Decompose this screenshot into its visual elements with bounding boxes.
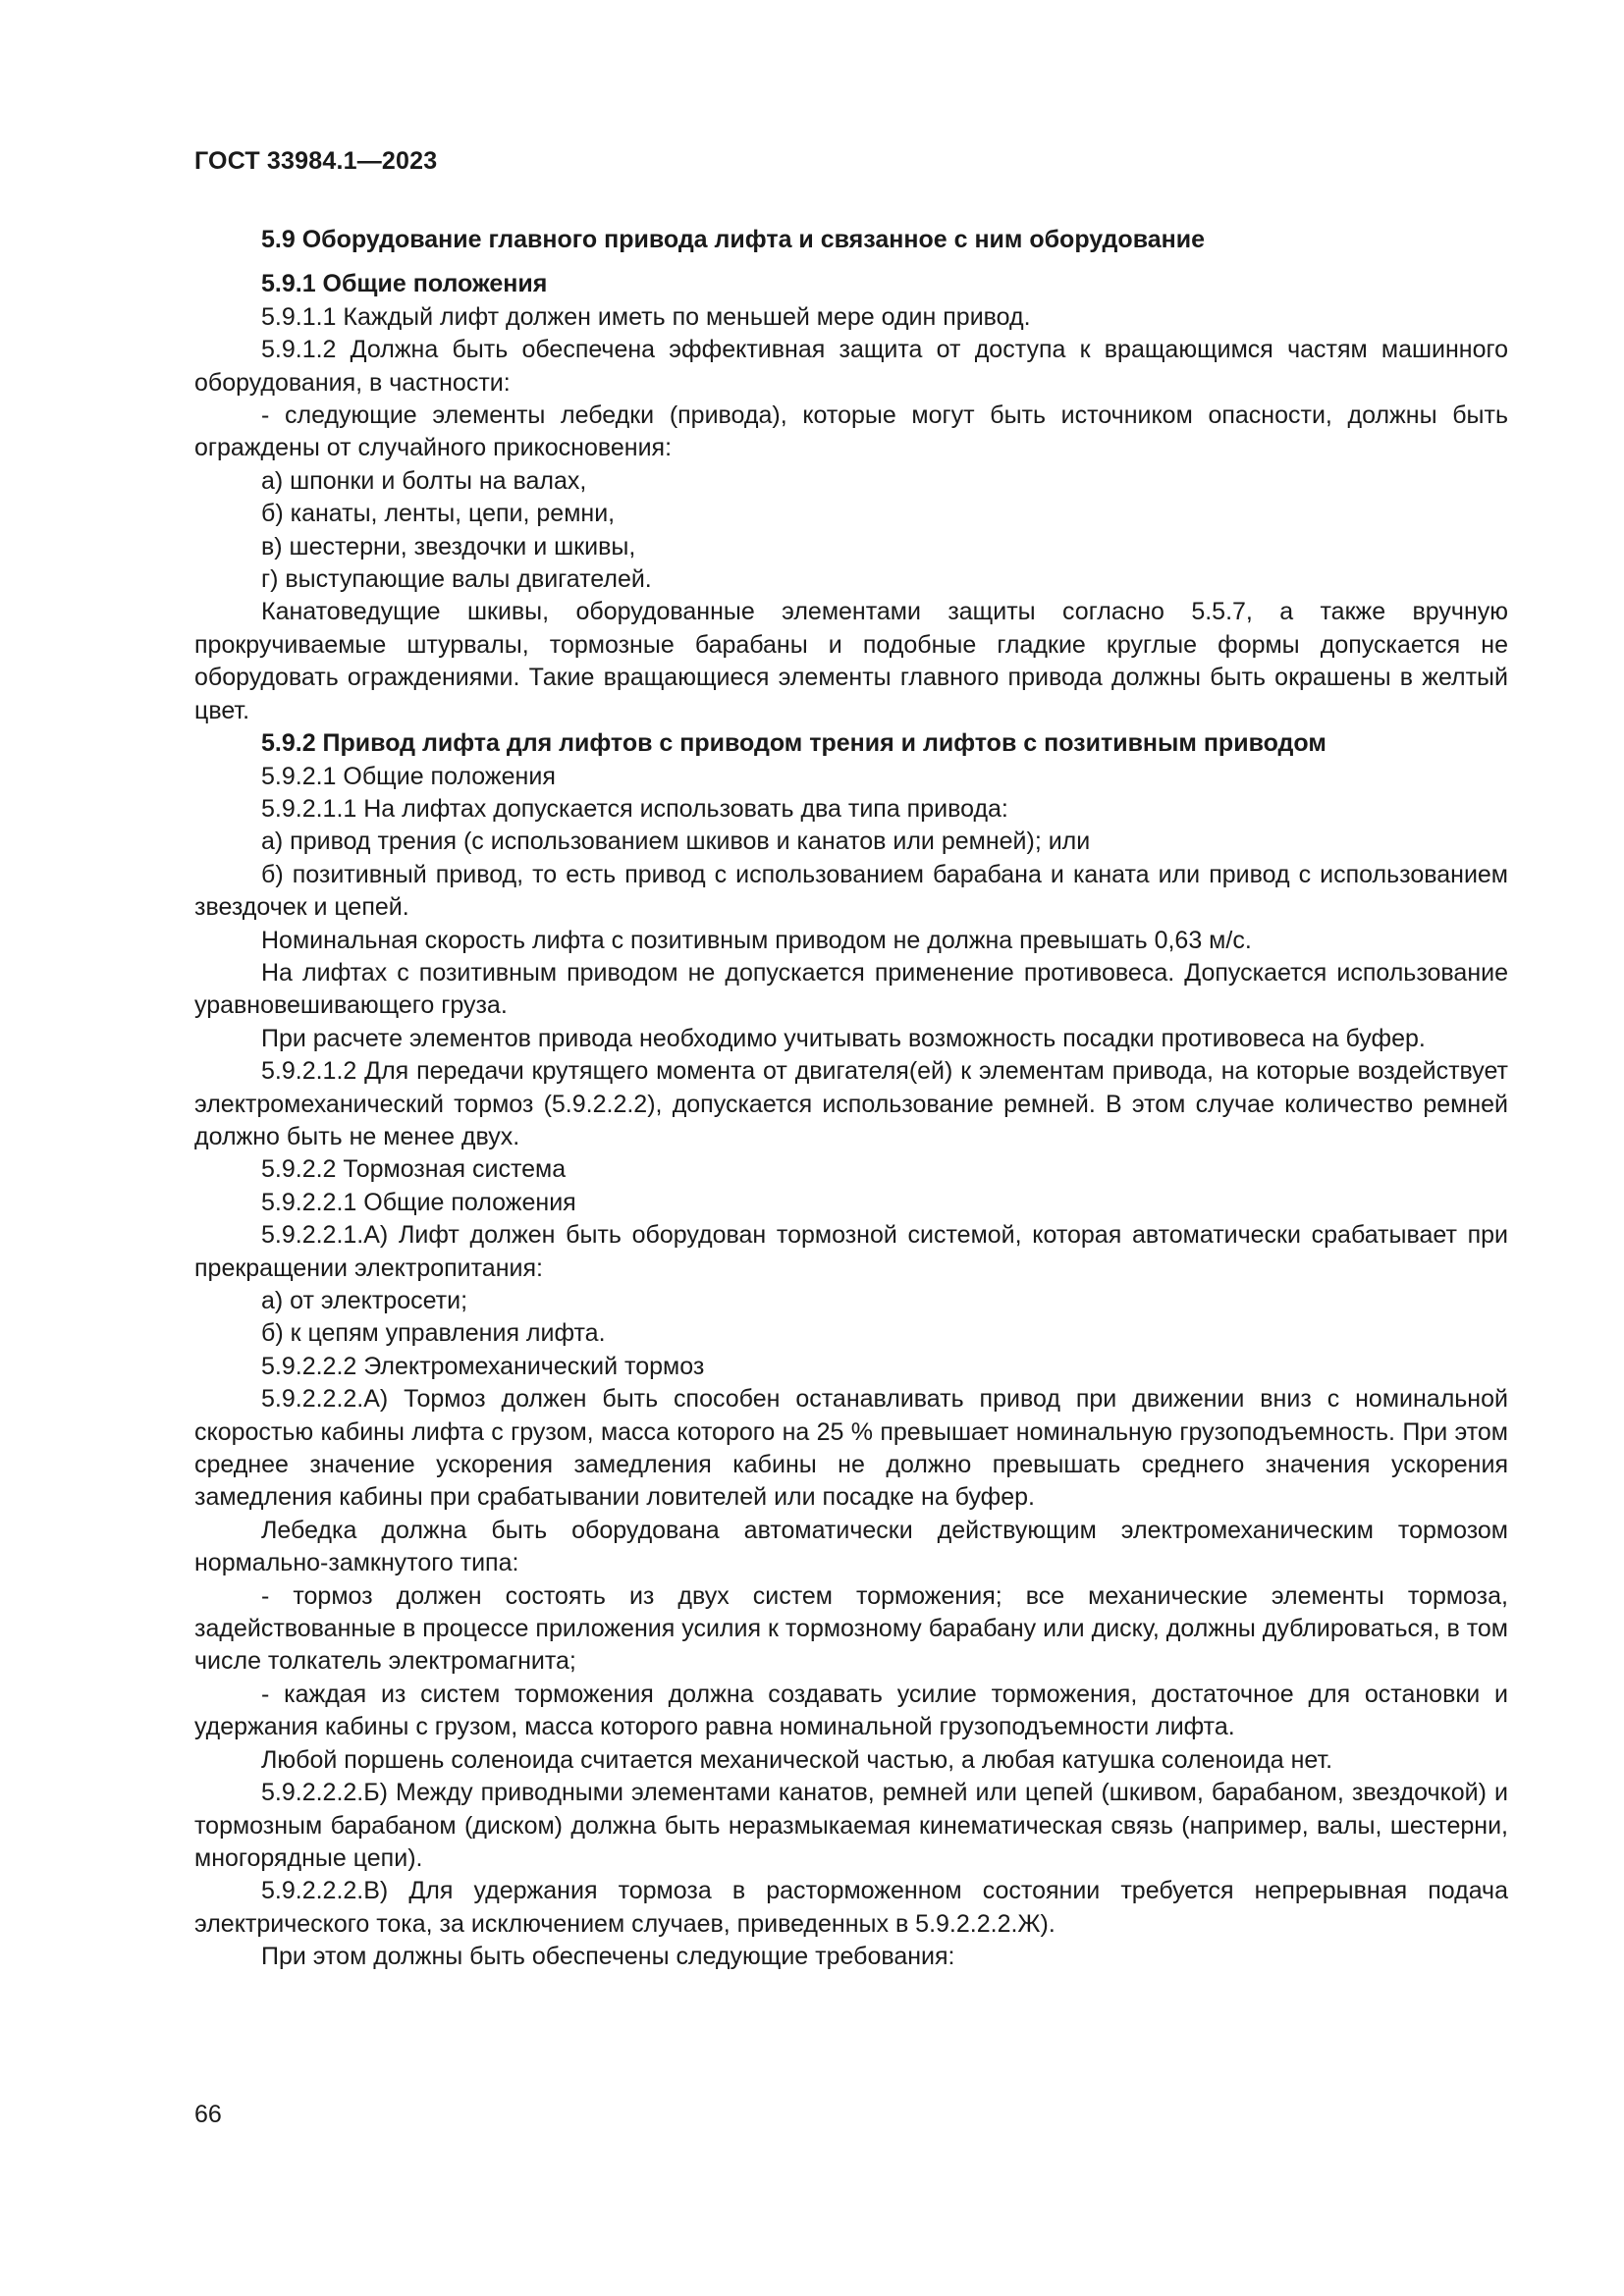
page-number: 66 — [194, 2101, 222, 2128]
subsection-title: 5.9.1 Общие положения — [261, 270, 548, 298]
paragraph: 5.9.2.2 Тормозная система — [261, 1155, 567, 1184]
paragraph: На лифтах с позитивным приводом не допускается применение противовеса. Допускается использование уравновешивающего груза. — [194, 958, 1508, 1020]
paragraph: 5.9.2.2.2.Б) Между приводными элементами канатов, ремней или цепей (шкивом, барабаном, звездочкой) и тормозным барабаном (диском) должна быть неразмыкаемая кинематическая связь (например, валы, шестерни, многорядные цепи). — [194, 1779, 1508, 1872]
paragraph: б) позитивный привод, то есть привод с использованием барабана и каната или привод с использованием звездочек и цепей. — [194, 860, 1508, 922]
paragraph: а) привод трения (с использованием шкивов и канатов или ремней); или — [261, 828, 1091, 856]
paragraph: При расчете элементов привода необходимо учитывать возможность посадки противовеса на буфер. — [261, 1024, 1426, 1052]
paragraph: - каждая из систем торможения должна создавать усилие торможения, достаточное для остановки и удержания кабины с грузом, масса которого равна номинальной грузоподъемности лифта. — [194, 1680, 1508, 1741]
list-item: в) шестерни, звездочки и шкивы, — [261, 532, 636, 561]
list-item: а) шпонки и болты на валах, — [261, 466, 587, 495]
paragraph: При этом должны быть обеспечены следующие требования: — [261, 1943, 955, 1971]
paragraph: Канатоведущие шкивы, оборудованные элементами защиты согласно 5.5.7, а также вручную прокручиваемые штурвалы, тормозные барабаны и подобные гладкие круглые формы допускается не оборудовать ограждениями. Такие вращающиеся элементы главного привода должны быть окрашены в желтый цвет. — [194, 598, 1508, 724]
paragraph: - следующие элементы лебедки (привода), которые могут быть источником опасности, должны быть ограждены от случайного прикосновения: — [194, 401, 1508, 462]
document-body — [194, 224, 1508, 1974]
paragraph: 5.9.2.2.2 Электромеханический тормоз — [261, 1352, 705, 1380]
paragraph: Лебедка должна быть оборудована автоматически действующим электромеханическим тормозом нормально-замкнутого типа: — [194, 1516, 1508, 1577]
paragraph: Любой поршень соленоида считается механической частью, а любая катушка соленоида нет. — [261, 1745, 1333, 1774]
paragraph: Номинальная скорость лифта с позитивным приводом не должна превышать 0,63 м/с. — [261, 926, 1252, 954]
paragraph: 5.9.2.1.2 Для передачи крутящего момента от двигателя(ей) к элементам привода, на которые воздействует электромеханический тормоз (5.9.2.2.2), допускается использование ремней. В этом случае количество ремней должно быть не менее двух. — [194, 1057, 1508, 1150]
paragraph: 5.9.2.1.1 На лифтах допускается использовать два типа привода: — [261, 794, 1008, 823]
paragraph: 5.9.2.2.1.А) Лифт должен быть оборудован тормозной системой, которая автоматически срабатывает при прекращении электропитания: — [194, 1221, 1508, 1282]
list-item: а) от электросети; — [261, 1287, 468, 1314]
list-item: г) выступающие валы двигателей. — [261, 565, 652, 594]
paragraph: 5.9.1.2 Должна быть обеспечена эффективная защита от доступа к вращающимся частям машинного оборудования, в частности: — [194, 336, 1508, 397]
paragraph: 5.9.2.2.1 Общие положения — [261, 1188, 576, 1216]
subsection-title: 5.9.2 Привод лифта для лифтов с приводом трения и лифтов с позитивным приводом — [261, 729, 1326, 758]
list-item: б) к цепям управления лифта. — [261, 1319, 606, 1348]
paragraph: 5.9.2.1 Общие положения — [261, 762, 556, 790]
paragraph: - тормоз должен состоять из двух систем торможения; все механические элементы тормоза, задействованные в процессе приложения усилия к тормозному барабану или диску, должны дублироваться, в том числе толкатель электромагнита; — [194, 1581, 1508, 1676]
paragraph: 5.9.1.1 Каждый лифт должен иметь по меньшей мере один привод. — [261, 302, 1031, 331]
section-title: 5.9 Оборудование главного привода лифта и связанное с ним оборудование — [261, 226, 1206, 253]
paragraph: 5.9.2.2.2.А) Тормоз должен быть способен останавливать привод при движении вниз с номинальной скоростью кабины лифта с грузом, масса которого на 25 % превышает номинальную грузоподъемность. При этом среднее значение ускорения замедления кабины не должно превышать среднего значения ускорения замедления кабины при срабатывании ловителей или посадке на буфер. — [194, 1385, 1508, 1512]
list-item: б) канаты, ленты, цепи, ремни, — [261, 500, 616, 528]
paragraph: 5.9.2.2.2.В) Для удержания тормоза в расторможенном состоянии требуется непрерывная подача электрического тока, за исключением случаев, приведенных в 5.9.2.2.2.Ж). — [194, 1877, 1508, 1938]
document-header: ГОСТ 33984.1—2023 — [194, 147, 438, 175]
